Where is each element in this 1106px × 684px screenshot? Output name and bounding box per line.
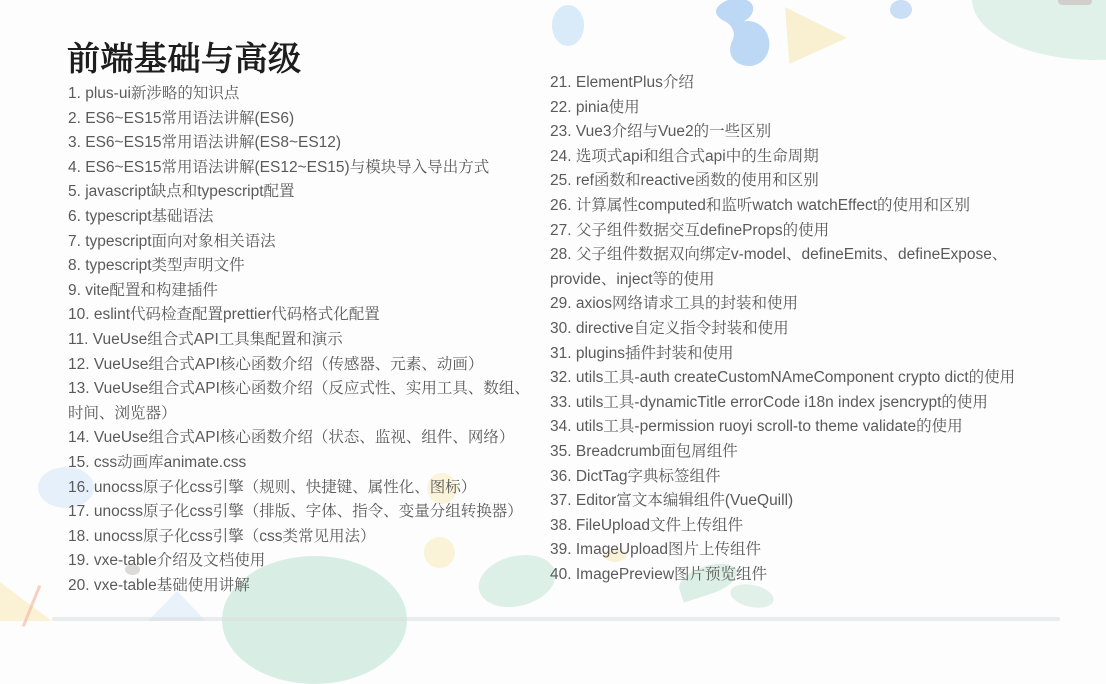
page-title: 前端基础与高级 — [67, 40, 302, 77]
list-item: 10. eslint代码检查配置prettier代码格式化配置 — [68, 306, 380, 324]
list-item: 15. css动画库animate.css — [68, 453, 247, 471]
list-item: 30. directive自定义指令封装和使用 — [550, 319, 789, 337]
list-item: 16. unocss原子化css引擎（规则、快捷键、属性化、图标） — [68, 478, 477, 496]
list-item: 35. Breadcrumb面包屑组件 — [550, 442, 738, 460]
list-item: 12. VueUse组合式API核心函数介绍（传感器、元素、动画） — [68, 355, 484, 373]
list-item: 37. Editor富文本编辑组件(VueQuill) — [550, 492, 794, 510]
list-item: 29. axios网络请求工具的封装和使用 — [550, 295, 799, 313]
list-item: 31. plugins插件封装和使用 — [550, 344, 734, 362]
list-item: 8. typescript类型声明文件 — [68, 257, 245, 275]
list-item: 11. VueUse组合式API工具集配置和演示 — [68, 330, 343, 348]
list-item: 2. ES6~ES15常用语法讲解(ES6) — [68, 109, 295, 127]
list-item: 39. ImageUpload图片上传组件 — [550, 541, 762, 559]
list-item: 22. pinia使用 — [550, 98, 640, 116]
decor-gray-dash-icon — [1058, 0, 1092, 5]
decor-mint-blob-top-right — [972, 0, 1106, 60]
list-item: 36. DictTag字典标签组件 — [550, 467, 721, 485]
list-item: 32. utils工具-auth createCustomNAmeComponent crypto dict的使用 — [550, 369, 1016, 387]
decor-yellow-triangle-icon — [785, 6, 847, 64]
list-item: 18. unocss原子化css引擎（css类常见用法） — [68, 527, 376, 545]
list-item: 24. 选项式api和组合式api中的生命周期 — [550, 147, 819, 165]
list-item: 6. typescript基础语法 — [68, 207, 214, 225]
list-item: 19. vxe-table介绍及文档使用 — [68, 552, 266, 570]
decor-blue-ellipse-icon — [552, 5, 584, 46]
course-list-left — [68, 82, 530, 598]
list-item: 21. ElementPlus介绍 — [550, 74, 694, 91]
list-item: 17. unocss原子化css引擎（排版、字体、指令、变量分组转换器） — [68, 503, 523, 521]
list-item: 40. ImagePreview图片预览组件 — [550, 565, 768, 583]
list-item: 3. ES6~ES15常用语法讲解(ES8~ES12) — [68, 134, 342, 152]
list-item: 25. ref函数和reactive函数的使用和区别 — [550, 172, 819, 190]
list-item: 4. ES6~ES15常用语法讲解(ES12~ES15)与模块导入导出方式 — [68, 158, 490, 176]
list-item: 1. plus-ui新涉略的知识点 — [68, 85, 240, 102]
course-list-right — [550, 71, 1055, 587]
list-item: 34. utils工具-permission ruoyi scroll-to theme validate的使用 — [550, 418, 963, 436]
list-item: 28. 父子组件数据双向绑定v-model、defineEmits、defineExpose、provide、inject等的使用 — [550, 246, 1008, 288]
list-item: 26. 计算属性computed和监听watch watchEffect的使用和区别 — [550, 196, 971, 214]
list-item: 9. vite配置和构建插件 — [68, 281, 218, 299]
decor-bottom-bar — [52, 617, 1060, 621]
list-item: 7. typescript面向对象相关语法 — [68, 232, 276, 250]
list-item: 14. VueUse组合式API核心函数介绍（状态、监视、组件、网络） — [68, 429, 515, 447]
list-item: 38. FileUpload文件上传组件 — [550, 516, 743, 534]
list-item: 13. VueUse组合式API核心函数介绍（反应式性、实用工具、数组、时间、浏览器） — [68, 380, 530, 422]
list-item: 20. vxe-table基础使用讲解 — [68, 576, 250, 594]
list-item: 5. javascript缺点和typescript配置 — [68, 183, 295, 201]
list-item: 33. utils工具-dynamicTitle errorCode i18n index jsencrypt的使用 — [550, 393, 988, 411]
decor-blue-circle-icon — [890, 0, 912, 19]
list-item: 23. Vue3介绍与Vue2的一些区别 — [550, 123, 772, 141]
list-item: 27. 父子组件数据交互defineProps的使用 — [550, 221, 830, 239]
